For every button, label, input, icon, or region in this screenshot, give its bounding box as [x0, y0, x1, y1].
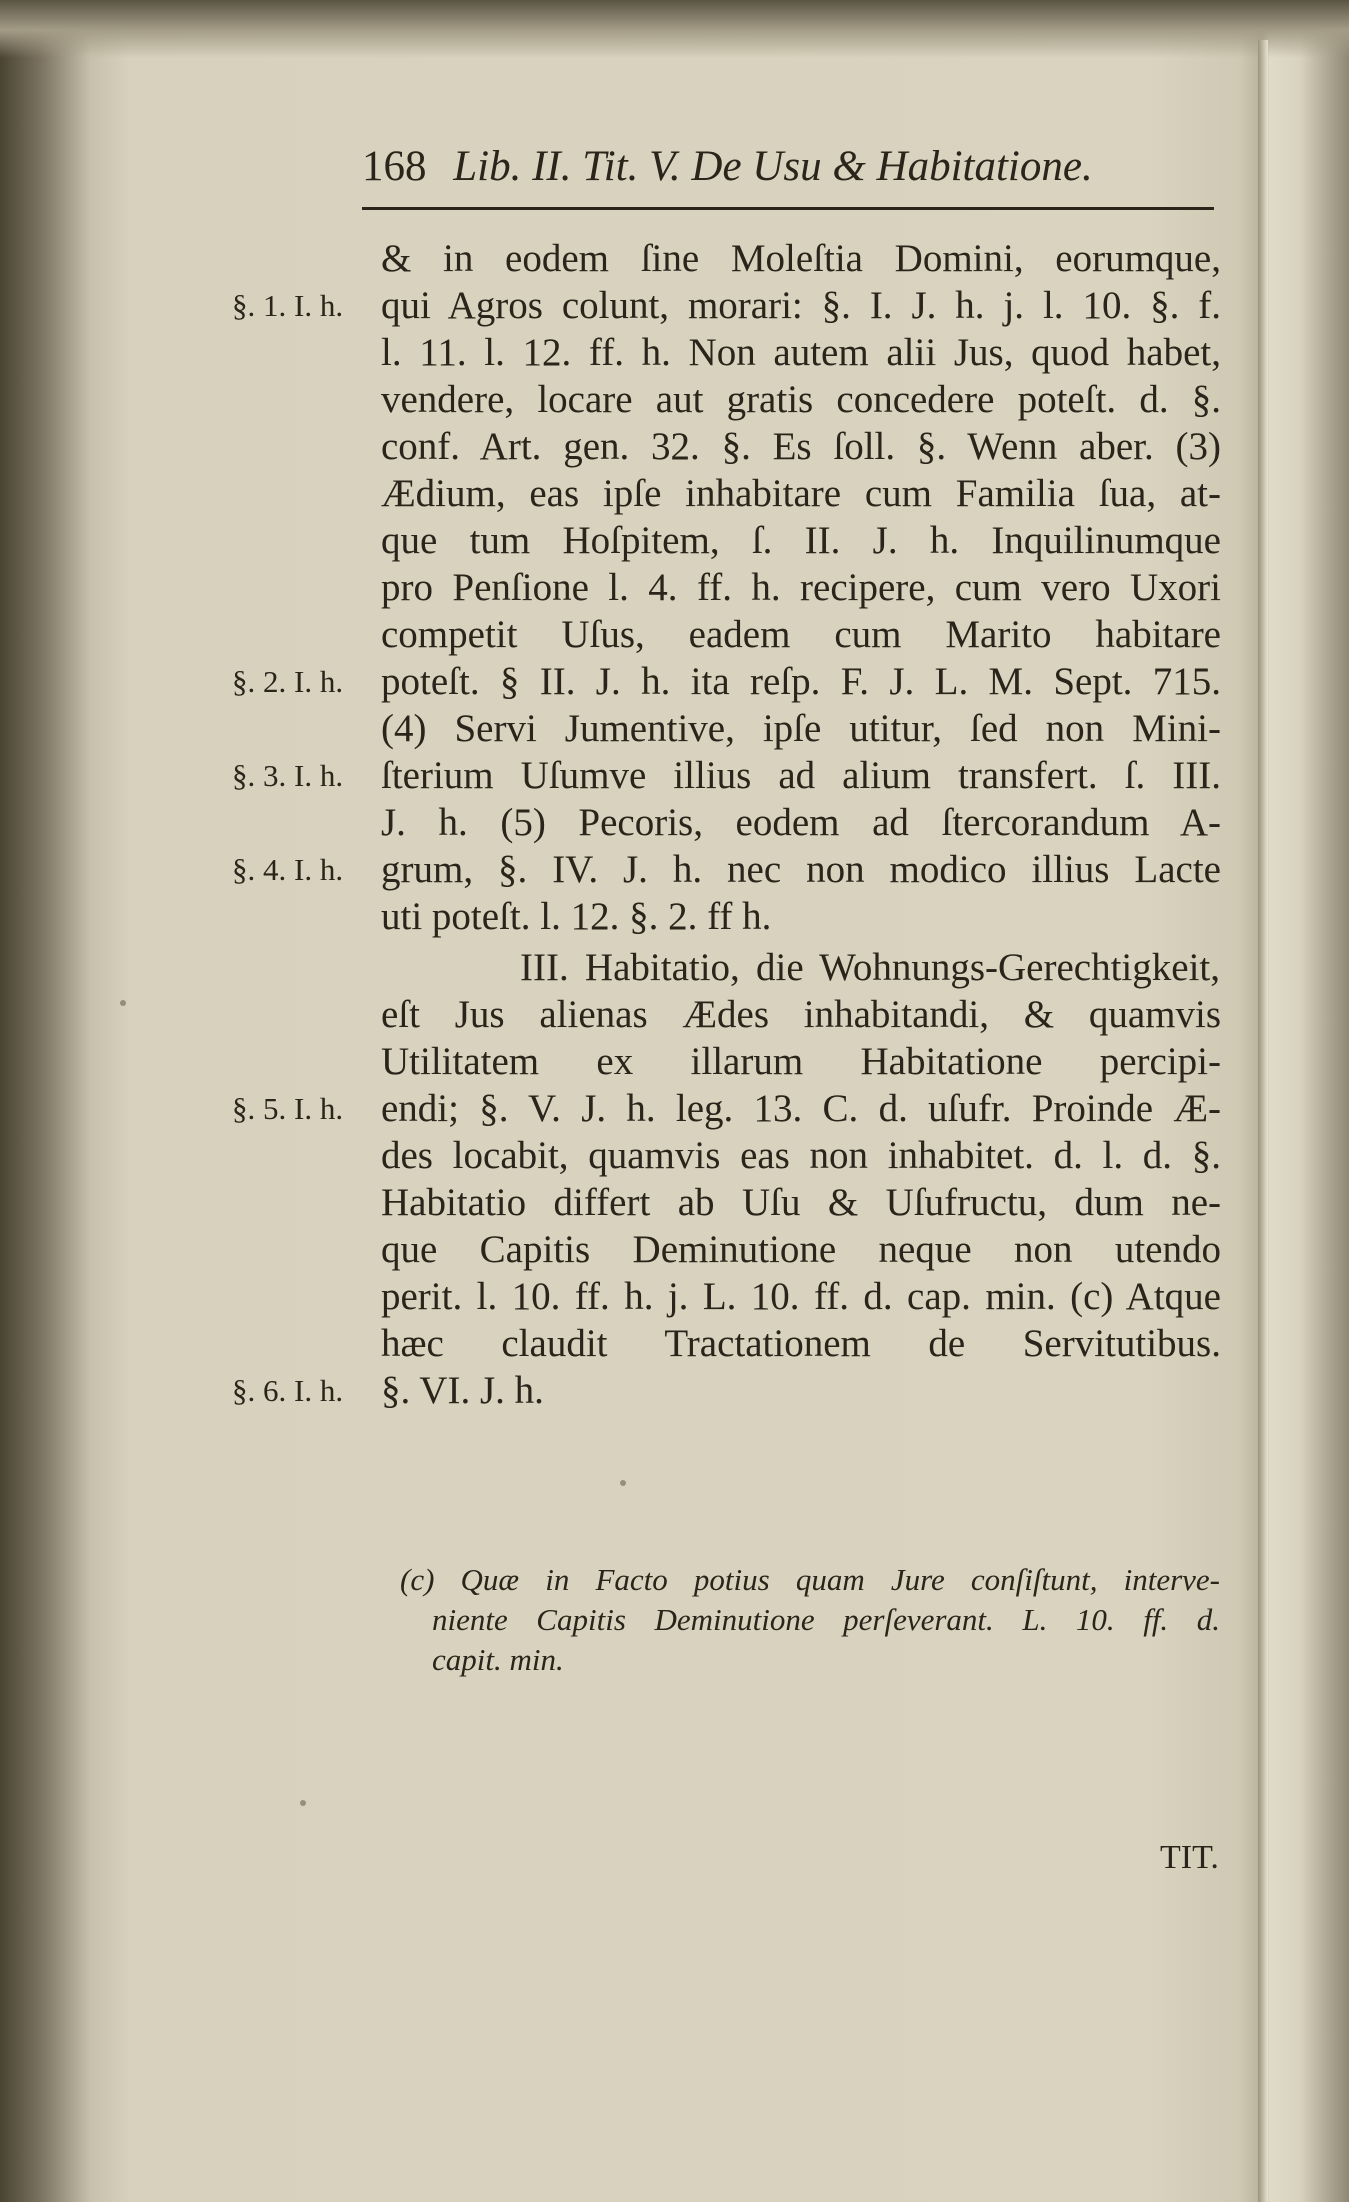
- text-line: competit Uſus, eadem cum Marito habitare: [381, 613, 1221, 656]
- text-line: conf. Art. gen. 32. §. Es ſoll. §. Wenn aber. (3): [381, 425, 1221, 468]
- margin-reference: §. 2. I. h.: [232, 664, 344, 699]
- catchword: TIT.: [1160, 1839, 1219, 1876]
- margin-reference: §. 3. I. h.: [232, 758, 344, 793]
- scan-speck: [120, 1000, 126, 1006]
- text-line: Utilitatem ex illarum Habitatione percipi-: [381, 1040, 1221, 1083]
- footnote-line: capit. min.: [432, 1642, 564, 1677]
- text-line: hæc claudit Tractationem de Servitutibus.: [381, 1322, 1221, 1365]
- text-line: perit. l. 10. ff. h. j. L. 10. ff. d. cap. min. (c) Atque: [381, 1275, 1221, 1318]
- margin-reference: §. 4. I. h.: [232, 852, 344, 887]
- page-top-shadow: [0, 0, 1349, 58]
- text-line: uti poteſt. l. 12. §. 2. ff h.: [381, 895, 772, 938]
- footnote-line: niente Capitis Deminutione perſeverant. L. 10. ff. d.: [432, 1602, 1220, 1637]
- text-line: que Capitis Deminutione neque non utendo: [381, 1228, 1221, 1271]
- margin-reference: §. 6. I. h.: [232, 1373, 344, 1408]
- text-line: Habitatio differt ab Uſu & Uſufructu, dum ne-: [381, 1181, 1221, 1224]
- text-line: l. 11. l. 12. ff. h. Non autem alii Jus, quod habet,: [381, 331, 1221, 374]
- margin-reference: §. 1. I. h.: [232, 288, 344, 323]
- running-title: Lib. II. Tit. V. De Usu & Habitatione.: [453, 143, 1093, 190]
- margin-reference: §. 5. I. h.: [232, 1091, 344, 1126]
- text-line: pro Penſione l. 4. ff. h. recipere, cum vero Uxori: [381, 566, 1221, 609]
- text-line: eſt Jus alienas Ædes inhabitandi, & quamvis: [381, 993, 1221, 1036]
- text-line: poteſt. § II. J. h. ita reſp. F. J. L. M. Sept. 715.: [381, 660, 1221, 703]
- text-line: qui Agros colunt, morari: §. I. J. h. j. l. 10. §. f.: [381, 284, 1221, 327]
- footnote-line: (c) Quæ in Facto potius quam Jure conſiſtunt, interve-: [400, 1562, 1220, 1597]
- text-line: ſterium Uſumve illius ad alium transfert. ſ. III.: [381, 754, 1221, 797]
- text-line: endi; §. V. J. h. leg. 13. C. d. uſufr. Proinde Æ-: [381, 1087, 1221, 1130]
- scan-speck: [620, 1480, 626, 1486]
- text-line: (4) Servi Jumentive, ipſe utitur, ſed non Mini-: [381, 707, 1221, 750]
- text-line: & in eodem ſine Moleſtia Domini, eorumque,: [381, 237, 1221, 280]
- text-line: des locabit, quamvis eas non inhabitet. d. l. d. §.: [381, 1134, 1221, 1177]
- text-line: vendere, locare aut gratis concedere poteſt. d. §.: [381, 378, 1221, 421]
- section-heading-line: III. Habitatio, die Wohnungs-Gerechtigkeit,: [520, 946, 1220, 989]
- scan-speck: [300, 1800, 306, 1806]
- text-line: Ædium, eas ipſe inhabitare cum Familia ſua, at-: [381, 472, 1221, 515]
- text-line: grum, §. IV. J. h. nec non modico illius Lacte: [381, 848, 1221, 891]
- page-number: 168: [362, 143, 427, 190]
- text-line: §. VI. J. h.: [381, 1369, 544, 1412]
- text-line: que tum Hoſpitem, ſ. II. J. h. Inquilinumque: [381, 519, 1221, 562]
- running-header: [362, 142, 1218, 202]
- text-line: J. h. (5) Pecoris, eodem ad ſtercorandum A-: [381, 801, 1221, 844]
- page-fold-edge: [1258, 40, 1268, 2202]
- header-rule: [362, 207, 1214, 210]
